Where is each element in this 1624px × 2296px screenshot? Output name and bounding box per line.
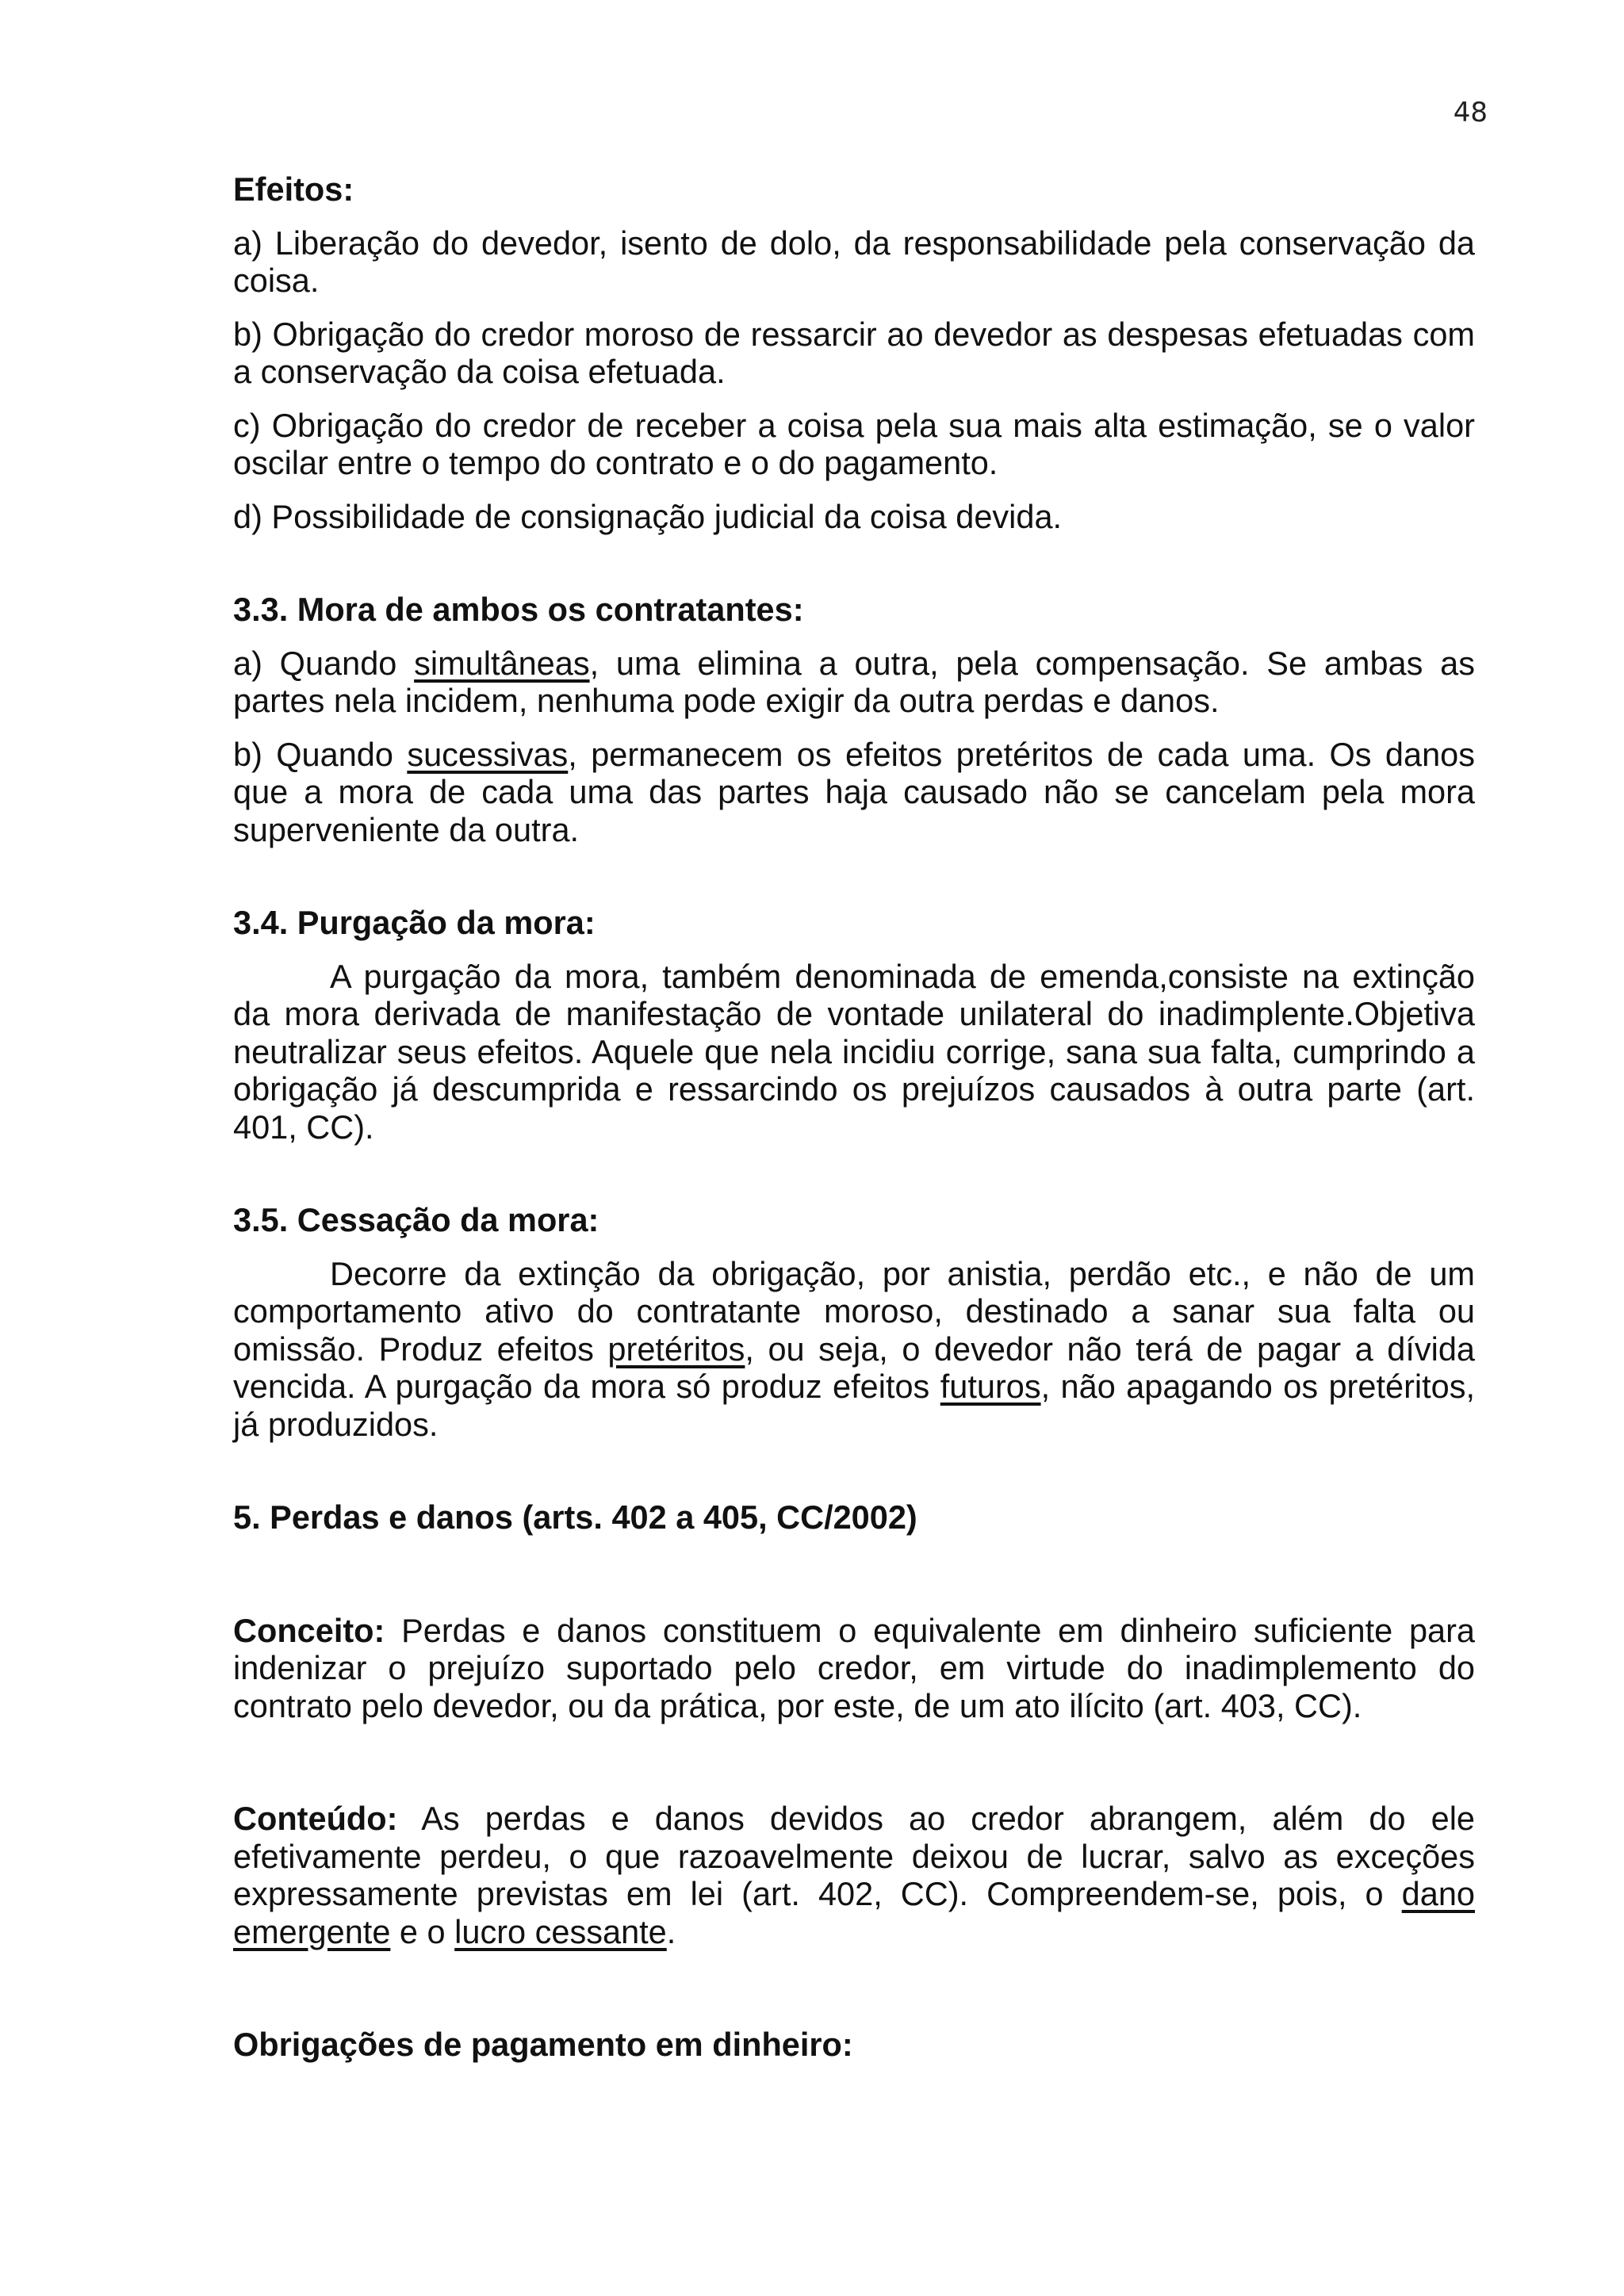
page-number: 48 (1453, 97, 1488, 128)
underlined-term: sucessivas (407, 735, 569, 773)
conceito-label: Conceito: (233, 1611, 385, 1649)
text: , permanecem os efeitos pretéritos de cada uma. Os danos que a mora de cada uma das partes haja causado não se cancelam pela mora superveniente da outra. (233, 735, 1475, 848)
section-3-3-item-b (233, 736, 1475, 849)
obrigacoes-heading: Obrigações de pagamento em dinheiro: (233, 2026, 853, 2063)
section-3-5-text (233, 1255, 1475, 1444)
underlined-term: pretéritos (607, 1330, 745, 1368)
document-body (233, 170, 1475, 2064)
section-3-4-heading: 3.4. Purgação da mora: (233, 904, 596, 941)
section-3-4-text: A purgação da mora, também denominada de emenda,consiste na extinção da mora derivada de manifestação de vontade unilateral do inadimplente.Objetiva neutralizar seus efeitos. Aquele que nela incidiu corrige, sana sua falta, cumprindo a obrigação já descumprida e ressarcindo os prejuízos causados à outra parte (art. 401, CC). (233, 957, 1475, 1146)
section-5-heading: 5. Perdas e danos (arts. 402 a 405, CC/2002) (233, 1498, 917, 1536)
efeitos-item-c: c) Obrigação do credor de receber a coisa pela sua mais alta estimação, se o valor oscilar entre o tempo do contrato e o do pagamento. (233, 406, 1475, 481)
efeitos-heading: Efeitos: (233, 170, 354, 208)
text: Perdas e danos constituem o equivalente em dinheiro suficiente para indenizar o prejuízo suportado pelo credor, em virtude do inadimplemento do contrato pelo devedor, ou da prática, por este, de um ato ilícito (art. 403, CC). (233, 1611, 1475, 1724)
underlined-term: simultâneas (414, 644, 590, 682)
text: As perdas e danos devidos ao credor abrangem, além do ele efetivamente perdeu, o que razoavelmente deixou de lucrar, salvo as exceções expressamente previstas em lei (art. 402, CC). Compreendem-se, pois, o (233, 1800, 1475, 1912)
section-3-3-heading: 3.3. Mora de ambos os contratantes: (233, 591, 804, 628)
conteudo-label: Conteúdo: (233, 1800, 398, 1837)
conceito-paragraph (233, 1612, 1475, 1725)
text: . (666, 1912, 676, 1950)
efeitos-item-d: d) Possibilidade de consignação judicial da coisa devida. (233, 497, 1063, 535)
conteudo-paragraph (233, 1800, 1475, 1950)
text: Decorre da extinção da obrigação, por anistia, perdão etc., e não de um comportamento ativo do contratante moroso, destinado a sanar sua falta ou omissão. Produz efeitos (233, 1254, 1475, 1368)
underlined-term: dano emergente (233, 1875, 1475, 1950)
efeitos-item-a: a) Liberação do devedor, isento de dolo, da responsabilidade pela conservação da coisa. (233, 224, 1475, 299)
text: e o (390, 1912, 455, 1950)
section-3-5-heading: 3.5. Cessação da mora: (233, 1201, 599, 1238)
text: , ou seja, o devedor não terá de pagar a dívida vencida. A purgação da mora só produz efeitos (233, 1330, 1475, 1405)
text: a) Quando (233, 644, 415, 682)
underlined-term: futuros (940, 1368, 1041, 1405)
text: b) Quando (233, 735, 408, 773)
section-3-3-item-a (233, 645, 1475, 720)
underlined-term: lucro cessante (454, 1912, 667, 1950)
text: , não apagando os pretéritos, já produzidos. (233, 1368, 1475, 1443)
efeitos-item-b: b) Obrigação do credor moroso de ressarcir ao devedor as despesas efetuadas com a conservação da coisa efetuada. (233, 315, 1475, 390)
text: , uma elimina a outra, pela compensação. Se ambas as partes nela incidem, nenhuma pode exigir da outra perdas e danos. (233, 644, 1475, 719)
